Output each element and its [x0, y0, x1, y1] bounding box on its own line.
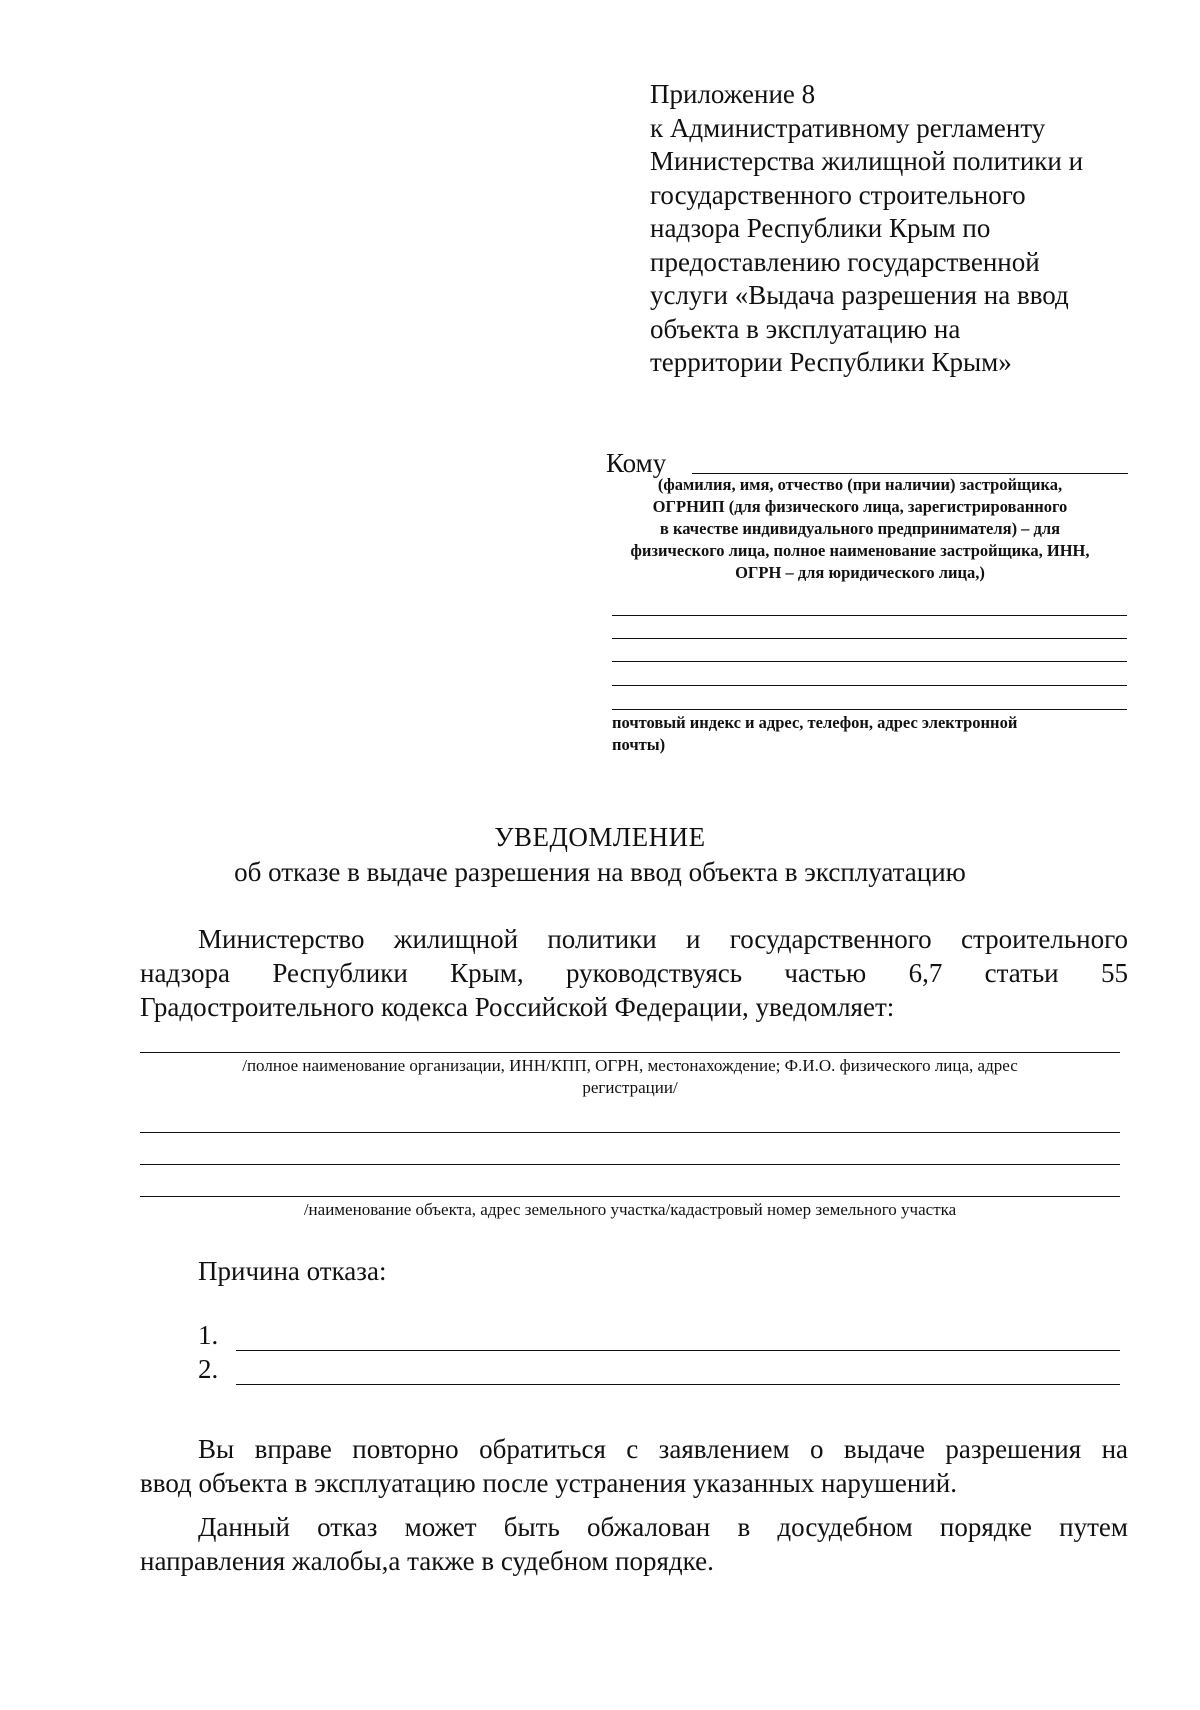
appendix-line: Приложение 8	[650, 79, 816, 109]
reason-field-1[interactable]	[236, 1350, 1120, 1351]
appendix-line: Министерства жилищной политики и	[650, 146, 1084, 176]
object-field[interactable]	[140, 1164, 1120, 1165]
recipient-note-line: физического лица, полное наименование застройщика, ИНН,	[630, 541, 1090, 560]
address-note	[612, 712, 1132, 756]
organization-hint-line: регистрации/	[582, 1078, 678, 1097]
recipient-address-field[interactable]	[612, 685, 1127, 686]
appeal-paragraph	[140, 1510, 1128, 1578]
appendix-line: территории Республики Крым»	[650, 347, 1012, 377]
appendix-line: надзора Республики Крым по	[650, 213, 991, 243]
notice-title: УВЕДОМЛЕНИЕ	[494, 822, 706, 852]
address-note-line: почты)	[612, 735, 666, 754]
reason-field-2[interactable]	[236, 1384, 1120, 1385]
organization-hint	[140, 1055, 1120, 1099]
recipient-note-line: ОГРНИП (для физического лица, зарегистрированного	[652, 497, 1068, 516]
appendix-line: предоставлению государственной	[650, 246, 1040, 277]
repeat-line: ввод объекта в эксплуатацию после устранения указанных нарушений.	[140, 1468, 957, 1498]
appendix-line: государственного строительного	[650, 179, 1026, 210]
recipient-note	[560, 474, 1160, 584]
reason-label: Причина отказа:	[198, 1256, 387, 1286]
recipient-note-line: (фамилия, имя, отчество (при наличии) застройщика,	[657, 475, 1063, 494]
intro-line: Министерство жилищной политики и государственного строительного	[198, 924, 1128, 954]
appendix-line: услуги «Выдача разрешения на ввод	[650, 280, 1069, 310]
object-field[interactable]	[140, 1132, 1120, 1133]
organization-field[interactable]	[140, 1052, 1120, 1053]
recipient-note-line: ОГРН – для юридического лица,)	[735, 563, 985, 582]
recipient-address-field[interactable]	[612, 615, 1127, 616]
appendix-header	[650, 78, 1170, 380]
recipient-note-line: в качестве индивидуального предпринимателя) – для	[659, 519, 1061, 538]
reason-item-2	[198, 1354, 228, 1385]
intro-paragraph	[140, 922, 1128, 1024]
repeat-paragraph	[140, 1432, 1128, 1500]
object-field[interactable]	[140, 1196, 1120, 1197]
recipient-label: Кому	[606, 448, 667, 478]
appendix-line: к Административному регламенту	[650, 112, 1046, 143]
reason-number: 2.	[198, 1354, 219, 1384]
repeat-line: Вы вправе повторно обратиться с заявлением о выдаче разрешения на	[198, 1434, 1128, 1464]
recipient-address-field[interactable]	[612, 638, 1127, 639]
appendix-line: объекта в эксплуатацию на	[650, 313, 961, 344]
notice-subtitle: об отказе в выдаче разрешения на ввод объекта в эксплуатацию	[234, 857, 966, 887]
reason-number: 1.	[198, 1320, 219, 1350]
intro-line: Градостроительного кодекса Российской Федерации, уведомляет:	[140, 992, 895, 1022]
intro-line: надзора Республики Крым, руководствуясь частью 6,7 статьи 55	[140, 958, 1128, 988]
recipient-address-field[interactable]	[612, 709, 1127, 710]
reason-item-1	[198, 1320, 228, 1351]
organization-hint-line: /полное наименование организации, ИНН/КПП, ОГРН, местонахождение; Ф.И.О. физического лица, адрес	[242, 1056, 1018, 1075]
object-hint: /наименование объекта, адрес земельного участка/кадастровый номер земельного участка	[303, 1200, 957, 1219]
recipient-address-field[interactable]	[612, 661, 1127, 662]
address-note-line: почтовый индекс и адрес, телефон, адрес электронной	[612, 713, 1018, 732]
appeal-line: направления жалобы,а также в судебном порядке.	[140, 1546, 714, 1576]
appeal-line: Данный отказ может быть обжалован в досудебном порядке путем	[198, 1512, 1128, 1542]
